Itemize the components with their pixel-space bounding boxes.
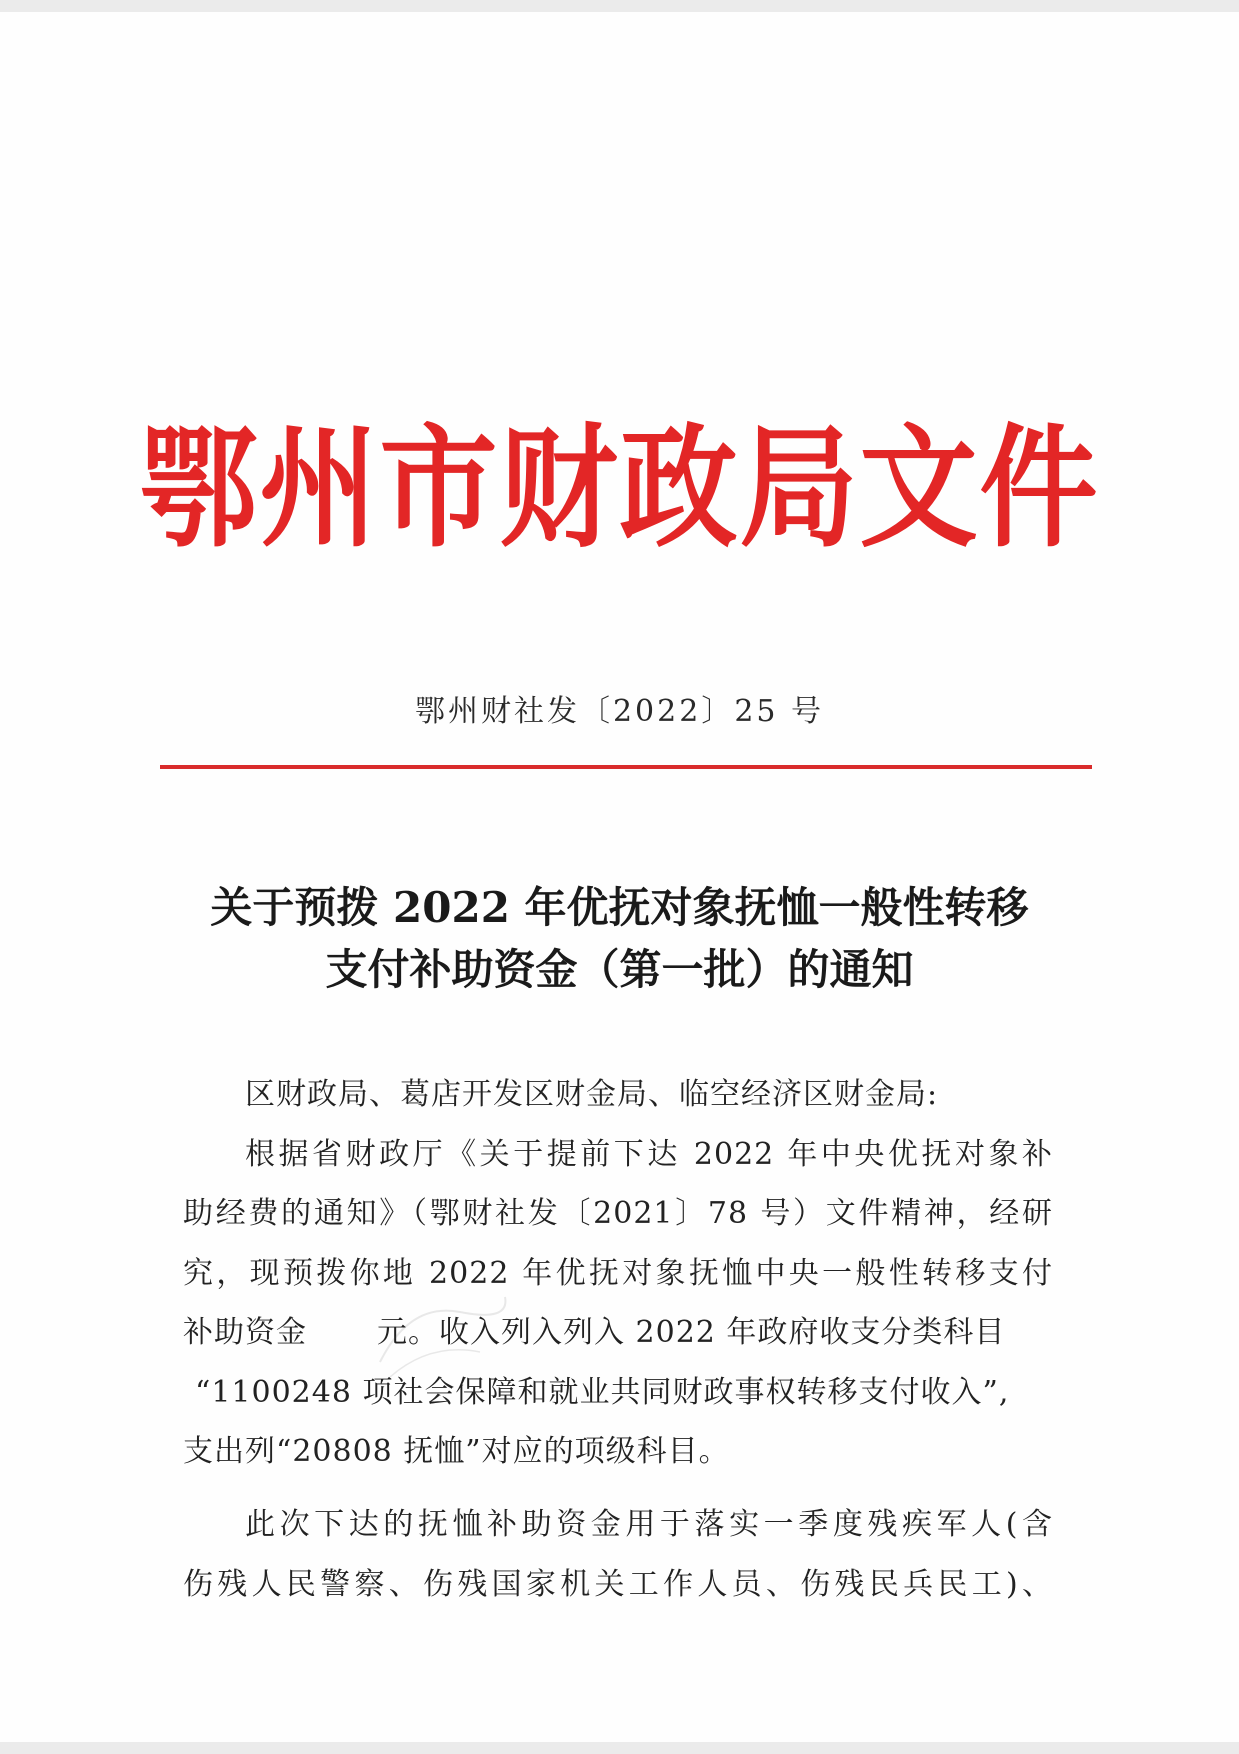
paragraph-2-line-1: 此次下达的抚恤补助资金用于落实一季度残疾军人(含: [245, 1507, 1053, 1542]
paragraph-1-line-1: 根据省财政厅《关于提前下达 2022 年中央优抚对象补: [245, 1137, 1053, 1172]
paragraph-1-line-3: 究，现预拨你地 2022 年优抚对象抚恤中央一般性转移支付: [183, 1256, 1053, 1291]
document-page: [0, 12, 1239, 1742]
masthead-title: 鄂州市财政局文件: [139, 410, 1100, 566]
document-number: 鄂州财社发〔2022〕25 号: [414, 694, 825, 729]
faint-seal-mark: [370, 1282, 510, 1392]
amount-suffix: 元。收入列入列入 2022 年政府收支分类科目: [377, 1315, 1006, 1350]
paragraph-1-line-2: 助经费的通知》（鄂财社发〔2021〕78 号）文件精神，经研: [183, 1196, 1053, 1231]
paragraph-1-line-4: [183, 1315, 1053, 1350]
addressee-line: 区财政局、葛店开发区财金局、临空经济区财金局:: [245, 1077, 939, 1112]
paragraph-1-line-5: “1100248 项社会保障和就业共同财政事权转移支付收入”,: [195, 1375, 1010, 1410]
paragraph-1-line-6: 支出列“20808 抚恤”对应的项级科目。: [183, 1434, 730, 1469]
paragraph-2-line-2: 伤残人民警察、伤残国家机关工作人员、伤残民兵民工)、: [183, 1567, 1053, 1602]
notice-title-line-1: 关于预拨 2022 年优抚对象抚恤一般性转移: [210, 883, 1029, 932]
amount-prefix: 补助资金: [183, 1315, 307, 1350]
red-divider-rule: [160, 765, 1092, 769]
notice-title-line-2: 支付补助资金（第一批）的通知: [325, 945, 914, 994]
